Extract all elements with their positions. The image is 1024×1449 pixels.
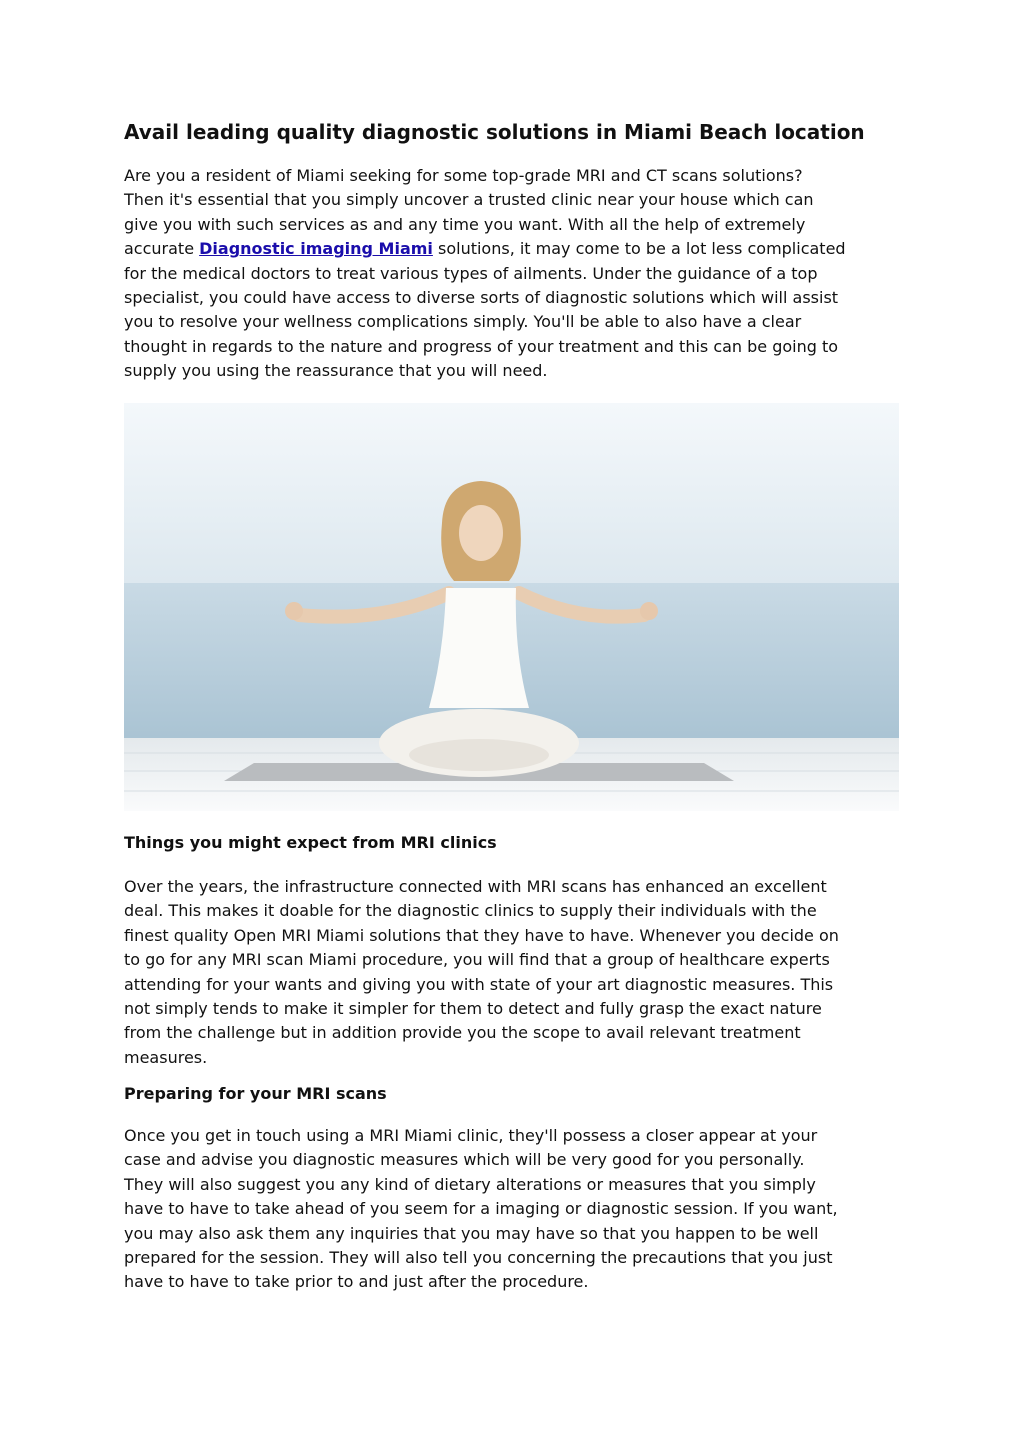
- paragraph-line: have to have to take ahead of you seem for a imaging or diagnostic session. If you want,: [124, 1199, 838, 1219]
- section-mri-clinics: [124, 831, 904, 1070]
- intro-line: specialist, you could have access to diverse sorts of diagnostic solutions which will assist: [124, 288, 839, 308]
- paragraph-line: case and advise you diagnostic measures which will be very good for you personally.: [124, 1150, 805, 1170]
- paragraph-line: finest quality Open MRI Miami solutions that they have to have. Whenever you decide on: [124, 925, 839, 945]
- paragraph-line: deal. This makes it doable for the diagnostic clinics to supply their individuals with the: [124, 901, 817, 921]
- intro-paragraph: [124, 164, 904, 384]
- article: [124, 118, 904, 384]
- paragraph-line: to go for any MRI scan Miami procedure, you will find that a group of healthcare experts: [124, 950, 830, 970]
- intro-line: give you with such services as and any time you want. With all the help of extremely: [124, 214, 806, 234]
- intro-line: supply you using the reassurance that you will need.: [124, 361, 548, 381]
- intro-line: thought in regards to the nature and progress of your treatment and this can be going to: [124, 336, 839, 356]
- article-title: Avail leading quality diagnostic solutions in Miami Beach location: [124, 120, 865, 144]
- paragraph-line: measures.: [124, 1047, 208, 1067]
- paragraph-line: you may also ask them any inquiries that you may have so that you happen to be well: [124, 1223, 819, 1243]
- paragraph-line: have to have to take prior to and just after the procedure.: [124, 1272, 589, 1292]
- intro-text: solutions, it may come to be a lot less complicated: [432, 239, 846, 259]
- paragraph-line: Over the years, the infrastructure connected with MRI scans has enhanced an excellent: [124, 877, 827, 896]
- intro-line: Then it's essential that you simply uncover a trusted clinic near your house which can: [124, 190, 814, 210]
- paragraph-line: They will also suggest you any kind of dietary alterations or measures that you simply: [124, 1174, 816, 1194]
- intro-line: for the medical doctors to treat various types of ailments. Under the guidance of a top: [124, 263, 818, 283]
- meditation-photo: [124, 403, 899, 811]
- intro-line: you to resolve your wellness complications simply. You'll be able to also have a clear: [124, 312, 802, 332]
- diagnostic-imaging-link[interactable]: Diagnostic imaging Miami: [199, 239, 433, 259]
- section-paragraph: [124, 1124, 904, 1295]
- intro-line-with-link: [124, 237, 904, 261]
- section-heading: Preparing for your MRI scans: [124, 1084, 387, 1103]
- paragraph-line: not simply tends to make it simpler for them to detect and fully grasp the exact nature: [124, 999, 822, 1019]
- section-preparing: [124, 1082, 904, 1295]
- section-heading: Things you might expect from MRI clinics: [124, 833, 497, 852]
- intro-text: accurate: [124, 239, 200, 259]
- paragraph-line: Once you get in touch using a MRI Miami clinic, they'll possess a closer appear at your: [124, 1126, 818, 1145]
- paragraph-line: attending for your wants and giving you with state of your art diagnostic measures. This: [124, 974, 834, 994]
- paragraph-line: from the challenge but in addition provide you the scope to avail relevant treatment: [124, 1023, 801, 1043]
- section-paragraph: [124, 875, 904, 1070]
- intro-line: Are you a resident of Miami seeking for some top-grade MRI and CT scans solutions?: [124, 166, 803, 185]
- paragraph-line: prepared for the session. They will also tell you concerning the precautions that you just: [124, 1248, 833, 1268]
